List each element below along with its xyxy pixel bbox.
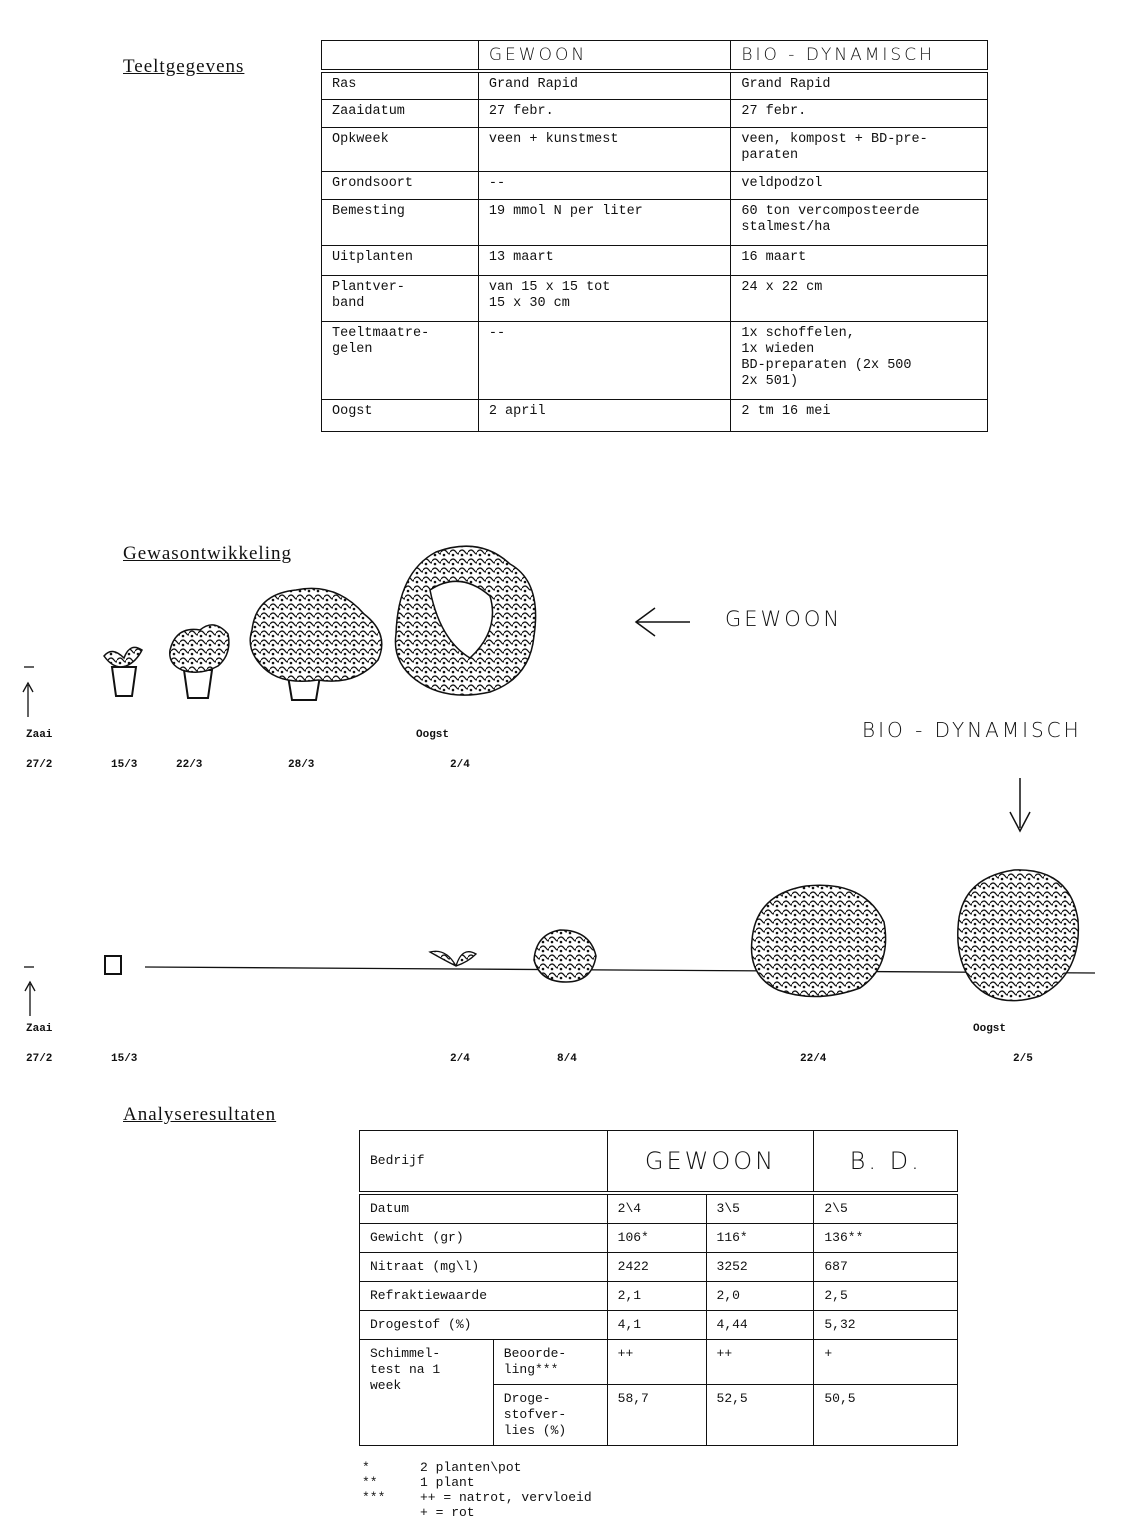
top-zaai-label: Zaai: [26, 729, 53, 741]
analyse-label: Nitraat (mg\l): [360, 1252, 608, 1281]
arrow-left-icon: [636, 608, 690, 636]
table-row: [322, 127, 988, 171]
teelt-header-bio: BIO - DYNAMISCH: [731, 41, 988, 72]
table-row: [322, 399, 988, 431]
analyse-label: Gewicht (gr): [360, 1223, 608, 1252]
teelt-label: Ras: [322, 71, 479, 99]
analyse-cell: 4,1: [607, 1310, 706, 1339]
teelt-label: Grondsoort: [322, 171, 479, 199]
teelt-table: [321, 40, 988, 432]
analyse-header-bedrijf: Bedrijf: [360, 1131, 608, 1193]
plant-block-seedling-icon: [105, 956, 121, 974]
footnote-line: [362, 1475, 592, 1490]
footnote-marker: *: [362, 1460, 370, 1475]
table-row: [360, 1281, 958, 1310]
analyse-header-row: [360, 1131, 958, 1193]
analyse-cell: 2,5: [814, 1281, 958, 1310]
footnote-text: + = rot: [420, 1505, 475, 1520]
bottom-date-label: 15/3: [111, 1053, 138, 1065]
footnote-line: [362, 1490, 592, 1505]
teelt-cell-bio: veldpodzol: [731, 171, 988, 199]
analyse-cell: ++: [706, 1339, 814, 1384]
plant-field-mature-icon: [958, 870, 1079, 1001]
beoordeling-label: Beoorde- ling***: [493, 1339, 607, 1384]
top-date-label: 27/2: [26, 759, 53, 771]
table-row: [360, 1193, 958, 1224]
teelt-cell-bio: 16 maart: [731, 245, 988, 275]
gewoon-label: GEWOON: [725, 607, 843, 631]
footnote-line: [362, 1505, 592, 1520]
top-oogst-label: Oogst: [416, 729, 450, 741]
analyse-cell: ++: [607, 1339, 706, 1384]
arrow-down-icon: [1010, 778, 1030, 831]
teelt-label: Zaaidatum: [322, 99, 479, 127]
teelt-cell-bio: 1x schoffelen, 1x wieden BD-preparaten (2x 500 2x 501): [731, 321, 988, 399]
teelt-cell-bio: Grand Rapid: [731, 71, 988, 99]
table-row: [322, 275, 988, 321]
bottom-date-label: 22/4: [800, 1053, 827, 1065]
analyse-cell: 50,5: [814, 1384, 958, 1445]
analyse-header-gewoon: GEWOON: [607, 1131, 814, 1193]
plant-pot-medium-icon: [250, 588, 382, 700]
analyse-cell: 2\4: [607, 1193, 706, 1224]
teelt-header-row: [322, 41, 988, 72]
teelt-cell-bio: veen, kompost + BD-pre- paraten: [731, 127, 988, 171]
analyse-cell: 106*: [607, 1223, 706, 1252]
bio-dynamisch-label: BIO - DYNAMISCH: [862, 718, 1082, 742]
footnote-marker: ***: [362, 1490, 386, 1505]
verlies-label: Droge- stofver- lies (%): [493, 1384, 607, 1445]
table-row: [360, 1339, 958, 1384]
top-date-label: 28/3: [288, 759, 315, 771]
teelt-label: Teeltmaatre- gelen: [322, 321, 479, 399]
teelt-cell-gewoon: Grand Rapid: [478, 71, 731, 99]
footnote-text: 2 planten\pot: [420, 1460, 522, 1475]
footnote-text: ++ = natrot, vervloeid: [420, 1490, 592, 1505]
plant-field-medium-icon: [752, 885, 886, 996]
footnote-text: 1 plant: [420, 1475, 475, 1490]
ground-line: [145, 967, 1095, 973]
teelt-cell-gewoon: 2 april: [478, 399, 731, 431]
analyse-cell: 2\5: [814, 1193, 958, 1224]
footnote-marker: **: [362, 1475, 378, 1490]
table-row: [322, 99, 988, 127]
plant-mature-lettuce-icon: [395, 546, 535, 695]
analyse-cell: 2,1: [607, 1281, 706, 1310]
teelt-cell-bio: 60 ton vercomposteerde stalmest/ha: [731, 199, 988, 245]
analyse-header-bd: B. D.: [814, 1131, 958, 1193]
plant-development-illustration: [0, 530, 1122, 1090]
analyse-cell: 52,5: [706, 1384, 814, 1445]
table-row: [360, 1252, 958, 1281]
section-title-gewasontwikkeling: Gewasontwikkeling: [123, 543, 292, 564]
teelt-header-empty: [322, 41, 479, 72]
section-title-analyseresultaten: Analyseresultaten: [123, 1104, 277, 1125]
teelt-label: Plantver- band: [322, 275, 479, 321]
table-row: [322, 199, 988, 245]
bottom-oogst-label: Oogst: [973, 1023, 1007, 1035]
teelt-cell-gewoon: --: [478, 171, 731, 199]
bottom-date-label: 27/2: [26, 1053, 53, 1065]
teelt-header-gewoon: GEWOON: [478, 41, 731, 72]
analyse-label: Refraktiewaarde: [360, 1281, 608, 1310]
analyse-cell: 136**: [814, 1223, 958, 1252]
analyse-cell: 2422: [607, 1252, 706, 1281]
analyse-label: Drogestof (%): [360, 1310, 608, 1339]
bottom-date-label: 8/4: [557, 1053, 577, 1065]
table-row: [322, 71, 988, 99]
schimmeltest-label: Schimmel- test na 1 week: [360, 1339, 494, 1445]
teelt-cell-gewoon: 27 febr.: [478, 99, 731, 127]
table-row: [360, 1310, 958, 1339]
bottom-date-label: 2/5: [1013, 1053, 1033, 1065]
teelt-cell-bio: 2 tm 16 mei: [731, 399, 988, 431]
top-date-label: 15/3: [111, 759, 138, 771]
analyse-cell: +: [814, 1339, 958, 1384]
top-axis-marker: [23, 667, 34, 717]
plant-field-sprout-icon: [430, 951, 476, 966]
teelt-label: Oogst: [322, 399, 479, 431]
teelt-cell-bio: 27 febr.: [731, 99, 988, 127]
analyse-cell: 2,0: [706, 1281, 814, 1310]
plant-pot-young-icon: [170, 625, 229, 698]
analyse-cell: 687: [814, 1252, 958, 1281]
teelt-cell-gewoon: 19 mmol N per liter: [478, 199, 731, 245]
analyse-cell: 3252: [706, 1252, 814, 1281]
analyse-cell: 5,32: [814, 1310, 958, 1339]
top-date-label: 22/3: [176, 759, 203, 771]
analyse-cell: 4,44: [706, 1310, 814, 1339]
plant-field-young-icon: [534, 930, 596, 982]
bottom-zaai-label: Zaai: [26, 1023, 53, 1035]
analyse-cell: 3\5: [706, 1193, 814, 1224]
teelt-cell-gewoon: veen + kunstmest: [478, 127, 731, 171]
analyse-cell: 116*: [706, 1223, 814, 1252]
analyse-label: Datum: [360, 1193, 608, 1224]
teelt-cell-gewoon: 13 maart: [478, 245, 731, 275]
analyse-table: [359, 1130, 958, 1446]
teelt-cell-gewoon: van 15 x 15 tot 15 x 30 cm: [478, 275, 731, 321]
footnotes: [362, 1460, 592, 1520]
table-row: [322, 245, 988, 275]
table-row: [322, 171, 988, 199]
teelt-cell-gewoon: --: [478, 321, 731, 399]
analyse-cell: 58,7: [607, 1384, 706, 1445]
bottom-date-label: 2/4: [450, 1053, 470, 1065]
teelt-cell-bio: 24 x 22 cm: [731, 275, 988, 321]
table-row: [322, 321, 988, 399]
top-date-label: 2/4: [450, 759, 470, 771]
plant-pot-seedling-icon: [104, 647, 142, 696]
teelt-label: Uitplanten: [322, 245, 479, 275]
teelt-label: Opkweek: [322, 127, 479, 171]
bottom-axis-marker: [24, 967, 35, 1016]
section-title-teeltgegevens: Teeltgegevens: [123, 56, 245, 77]
footnote-line: [362, 1460, 592, 1475]
teelt-label: Bemesting: [322, 199, 479, 245]
table-row: [360, 1223, 958, 1252]
